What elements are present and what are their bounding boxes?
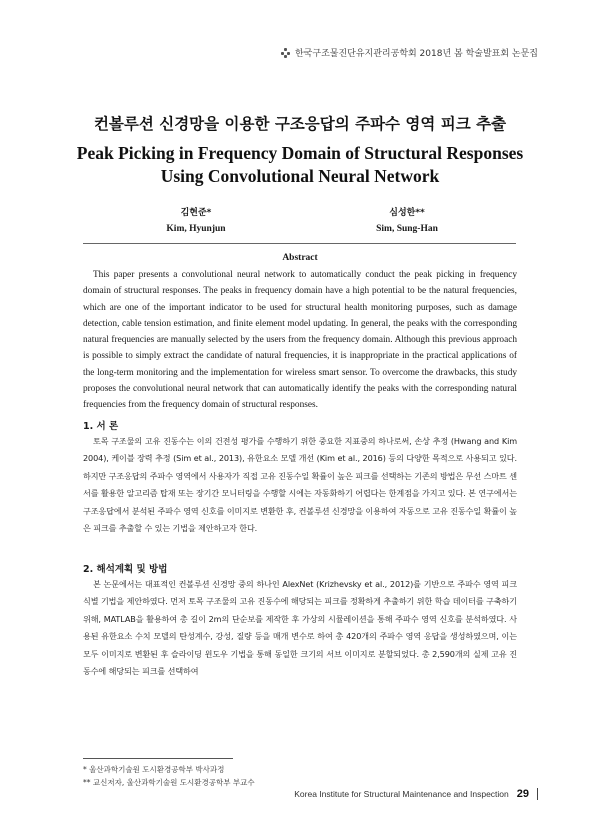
abstract-text: This paper presents a convolutional neural network to automatically conduct the peak picking in frequency domain of structural responses. The peaks in frequency domain have a high potential to be the natural frequencies, which are one of the important indicator to be used for structural health monitoring purposes, such as damage detection, cable tension estimation, and finite element model updating. In general, the peaks with the corresponding natural frequencies are manually selected by the users from the frequency domain. Although this previous approach is possible to simply extract the candidate of natural frequencies, it is inappropriate in the practical applications of the long-term monitoring and the implementation for wireless smart sensor. To overcome the drawbacks, this study proposes the convolutional neural network that can automatically identify the peaks with the corresponding natural frequencies from the frequency domain of structural responses. bbox=[83, 270, 517, 411]
author-1-name-en: Kim, Hyunjun bbox=[166, 224, 226, 234]
footer-bar bbox=[537, 788, 538, 800]
page-footer bbox=[294, 788, 538, 800]
title-english bbox=[0, 142, 600, 188]
footnote-divider bbox=[83, 758, 233, 759]
section-1-heading: 1. 서 론 bbox=[83, 421, 119, 432]
footer-organization: Korea Institute for Structural Maintenance and Inspection bbox=[294, 789, 509, 799]
author-1-name-kr: 김현준* bbox=[180, 208, 212, 218]
author-2-name-kr: 심성한** bbox=[389, 208, 425, 218]
abstract-heading: Abstract bbox=[282, 253, 318, 263]
footnote-2: ** 교신저자, 울산과학기술원 도시환경공학부 부교수 bbox=[83, 778, 255, 787]
journal-logo-icon bbox=[281, 48, 291, 58]
title-english-line2: Using Convolutional Neural Network bbox=[160, 166, 440, 186]
author-divider bbox=[83, 243, 516, 244]
section-2-heading: 2. 해석계획 및 방법 bbox=[83, 564, 168, 575]
author-1 bbox=[121, 205, 271, 237]
journal-header bbox=[281, 46, 538, 59]
title-english-line1: Peak Picking in Frequency Domain of Structural Responses bbox=[76, 143, 524, 163]
section-2-text: 본 논문에서는 대표적인 컨볼루션 신경망 중의 하나인 AlexNet (Krizhevsky et al., 2012)를 기반으로 주파수 영역 피크 식별 기법을 제안하였다. 먼저 토목 구조물의 고유 진동수에 해당되는 피크를 정확하게 추출하기 위한 학습 데이터를 구축하기 위해, MATLAB을 활용하여 총 길이 2m의 단순보를 제작한 후 가상의 시뮬레이션을 통해 주파수 영역 신호를 분석하였다. 사용된 유한요소 수치 모델의 탄성계수, 강성, 질량 등을 매개 변수로 하여 총 420개의 주파수 영역 응답을 생성하였으며, 이는 모두 이미지로 변환된 후 슬라이딩 윈도우 기법을 통해 동일한 크기의 서브 이미지로 분할되었다. 총 2,590개의 실제 고유 진동수에 해당되는 피크를 선택하여 bbox=[83, 579, 517, 677]
author-2 bbox=[332, 205, 482, 237]
section-1-text: 토목 구조물의 고유 진동수는 이의 건전성 평가를 수행하기 위한 중요한 지표중의 하나로써, 손상 추정 (Hwang and Kim 2004), 케이블 장력 추정 (Sim et al., 2013), 유한요소 모델 개선 (Kim et al., 2016) 등의 다양한 목적으로 사용되고 있다. 하지만 구조응답의 주파수 영역에서 사용자가 직접 고유 진동수일 확률이 높은 피크를 선택하는 기존의 방법은 무선 스마트 센서를 활용한 알고리즘 탑재 또는 장기간 모니터링을 수행할 시에는 자동화하기 어렵다는 한계점을 가지고 있다. 본 연구에서는 구조응답에서 분석된 주파수 영역 신호를 이미지로 변환한 후, 컨볼루션 신경망을 이용하여 자동으로 고유 진동수일 확률이 높은 피크를 추출할 수 있는 기법을 제안하고자 한다. bbox=[83, 436, 517, 534]
author-2-name-en: Sim, Sung-Han bbox=[376, 224, 438, 234]
title-korean: 컨볼루션 신경망을 이용한 구조응답의 주파수 영역 피크 추출 bbox=[93, 114, 507, 133]
footnote-1: * 울산과학기술원 도시환경공학부 박사과정 bbox=[83, 765, 225, 774]
journal-name: 한국구조물진단유지관리공학회 2018년 봄 학술발표회 논문집 bbox=[294, 49, 538, 59]
page-number: 29 bbox=[516, 788, 529, 800]
